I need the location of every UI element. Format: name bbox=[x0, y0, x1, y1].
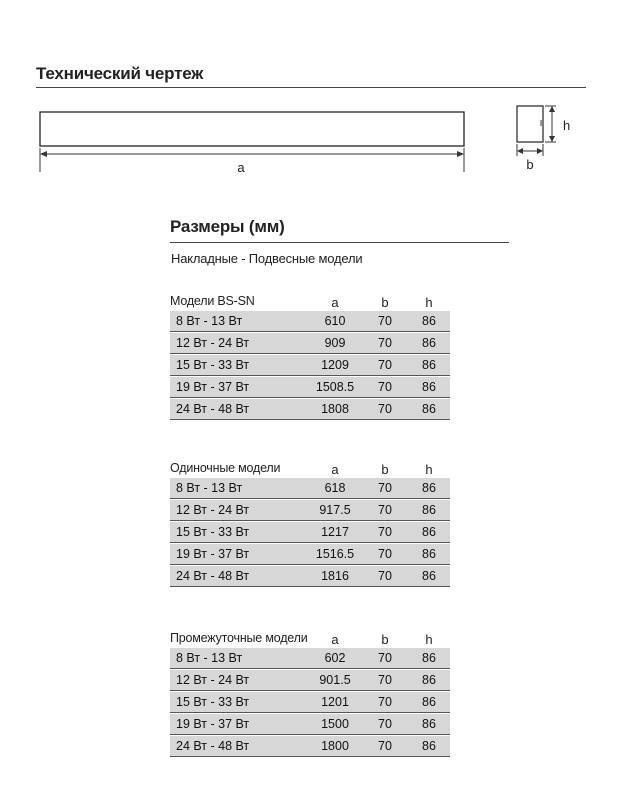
table-title: Одиночные модели bbox=[170, 461, 281, 475]
cell-power: 12 Вт - 24 Вт bbox=[176, 673, 250, 687]
dim-b-arrow-right bbox=[537, 148, 543, 154]
table-bs-sn bbox=[170, 287, 450, 421]
table-row bbox=[170, 311, 450, 332]
cell-h: 86 bbox=[422, 503, 436, 517]
dim-h-arrow-bottom bbox=[549, 136, 555, 142]
cell-power: 15 Вт - 33 Вт bbox=[176, 525, 250, 539]
cell-power: 8 Вт - 13 Вт bbox=[176, 481, 243, 495]
cell-b: 70 bbox=[378, 673, 392, 687]
col-header-b: b bbox=[381, 632, 389, 647]
table-row bbox=[170, 670, 450, 691]
cell-power: 12 Вт - 24 Вт bbox=[176, 503, 250, 517]
luminaire-cross-section bbox=[517, 106, 543, 142]
dim-a-label: a bbox=[237, 160, 245, 175]
cell-a: 1516.5 bbox=[315, 547, 355, 561]
cell-a: 618 bbox=[324, 481, 346, 495]
col-header-b: b bbox=[381, 462, 389, 477]
table-header bbox=[170, 454, 450, 478]
cell-a: 602 bbox=[324, 651, 346, 665]
cell-h: 86 bbox=[422, 569, 436, 583]
cell-power: 24 Вт - 48 Вт bbox=[176, 402, 250, 416]
cell-h: 86 bbox=[422, 695, 436, 709]
col-header-a: a bbox=[331, 462, 339, 477]
cell-h: 86 bbox=[422, 336, 436, 350]
cell-a: 909 bbox=[324, 336, 346, 350]
table-intermediate-models bbox=[170, 624, 450, 758]
cell-h: 86 bbox=[422, 314, 436, 328]
table-title: Модели BS-SN bbox=[170, 294, 255, 308]
cell-power: 8 Вт - 13 Вт bbox=[176, 314, 243, 328]
cell-power: 19 Вт - 37 Вт bbox=[176, 717, 250, 731]
cell-b: 70 bbox=[378, 739, 392, 753]
cell-power: 15 Вт - 33 Вт bbox=[176, 358, 250, 372]
cell-h: 86 bbox=[422, 739, 436, 753]
table-header bbox=[170, 287, 450, 311]
cell-a: 610 bbox=[324, 314, 346, 328]
table-header bbox=[170, 624, 450, 648]
cell-b: 70 bbox=[378, 525, 392, 539]
table-row bbox=[170, 566, 450, 587]
cell-a: 1201 bbox=[321, 695, 349, 709]
cell-h: 86 bbox=[422, 358, 436, 372]
cell-power: 19 Вт - 37 Вт bbox=[176, 547, 250, 561]
dim-b-label: b bbox=[526, 157, 534, 172]
cell-h: 86 bbox=[422, 673, 436, 687]
table-row bbox=[170, 500, 450, 521]
cell-b: 70 bbox=[378, 314, 392, 328]
dim-h-arrow-top bbox=[549, 106, 555, 112]
table-row bbox=[170, 714, 450, 735]
dim-a-arrow-left bbox=[40, 151, 47, 157]
dim-h-label: h bbox=[563, 118, 571, 133]
cell-h: 86 bbox=[422, 402, 436, 416]
cell-a: 917.5 bbox=[319, 503, 351, 517]
cell-h: 86 bbox=[422, 525, 436, 539]
cell-h: 86 bbox=[422, 481, 436, 495]
tech-drawing-title: Технический чертеж bbox=[36, 64, 204, 83]
cell-h: 86 bbox=[422, 651, 436, 665]
table-single-models bbox=[170, 454, 450, 588]
cell-h: 86 bbox=[422, 380, 436, 394]
cell-b: 70 bbox=[378, 569, 392, 583]
cell-a: 1508.5 bbox=[315, 380, 355, 394]
table-row bbox=[170, 377, 450, 398]
cell-b: 70 bbox=[378, 380, 392, 394]
col-header-a: a bbox=[331, 295, 339, 310]
cell-b: 70 bbox=[378, 717, 392, 731]
cell-b: 70 bbox=[378, 547, 392, 561]
cell-a: 1816 bbox=[321, 569, 349, 583]
table-row bbox=[170, 692, 450, 713]
cell-power: 12 Вт - 24 Вт bbox=[176, 336, 250, 350]
table-row bbox=[170, 355, 450, 376]
col-header-h: h bbox=[425, 462, 433, 477]
cell-b: 70 bbox=[378, 503, 392, 517]
col-header-a: a bbox=[331, 632, 339, 647]
cell-a: 1808 bbox=[321, 402, 349, 416]
col-header-h: h bbox=[425, 632, 433, 647]
cell-power: 24 Вт - 48 Вт bbox=[176, 739, 250, 753]
cell-a: 1500 bbox=[321, 717, 349, 731]
cell-a: 901.5 bbox=[319, 673, 351, 687]
col-header-b: b bbox=[381, 295, 389, 310]
table-row bbox=[170, 399, 450, 420]
cell-a: 1217 bbox=[321, 525, 349, 539]
cell-b: 70 bbox=[378, 651, 392, 665]
cell-a: 1209 bbox=[321, 358, 349, 372]
technical-drawing bbox=[0, 0, 623, 190]
cell-power: 24 Вт - 48 Вт bbox=[176, 569, 250, 583]
table-row bbox=[170, 648, 450, 669]
table-row bbox=[170, 522, 450, 543]
dimensions-rule bbox=[170, 242, 509, 243]
cell-h: 86 bbox=[422, 547, 436, 561]
cell-b: 70 bbox=[378, 695, 392, 709]
cell-h: 86 bbox=[422, 717, 436, 731]
table-row bbox=[170, 544, 450, 565]
cell-b: 70 bbox=[378, 358, 392, 372]
cell-b: 70 bbox=[378, 481, 392, 495]
cell-a: 1800 bbox=[321, 739, 349, 753]
cell-power: 19 Вт - 37 Вт bbox=[176, 380, 250, 394]
col-header-h: h bbox=[425, 295, 433, 310]
cell-b: 70 bbox=[378, 336, 392, 350]
cell-b: 70 bbox=[378, 402, 392, 416]
dimensions-title: Размеры (мм) bbox=[170, 217, 285, 236]
dim-b-arrow-left bbox=[517, 148, 523, 154]
dim-a-arrow-right bbox=[457, 151, 464, 157]
cell-power: 15 Вт - 33 Вт bbox=[176, 695, 250, 709]
cell-power: 8 Вт - 13 Вт bbox=[176, 651, 243, 665]
table-row bbox=[170, 736, 450, 757]
table-row bbox=[170, 478, 450, 499]
table-title: Промежуточные модели bbox=[170, 631, 308, 645]
dimensions-subtitle: Накладные - Подвесные модели bbox=[171, 251, 363, 266]
luminaire-side-view bbox=[40, 112, 464, 146]
table-row bbox=[170, 333, 450, 354]
